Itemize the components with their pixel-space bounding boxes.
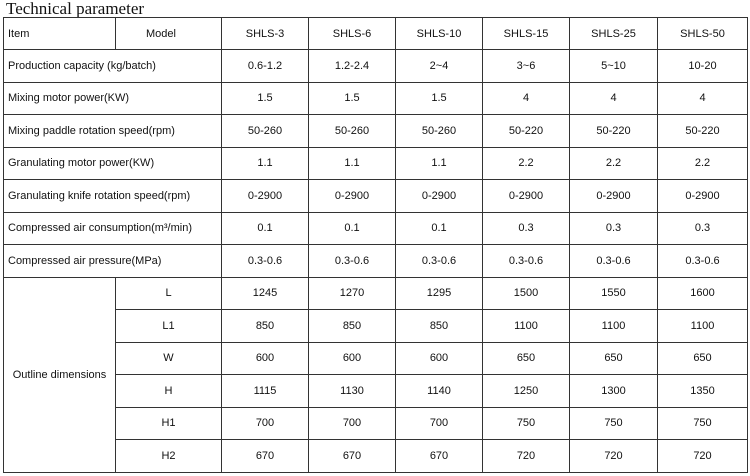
table-cell: 1115 [222, 375, 309, 408]
table-cell: 2.2 [658, 147, 748, 180]
table-row [4, 180, 748, 213]
table-cell: 700 [396, 407, 483, 440]
dimension-label: L [116, 277, 222, 310]
table-cell: 1550 [570, 277, 658, 310]
table-cell: 720 [483, 440, 570, 473]
table-cell: 850 [396, 310, 483, 343]
table-cell: 1295 [396, 277, 483, 310]
table-cell: 1.5 [222, 82, 309, 115]
dimension-row [4, 277, 748, 310]
table-cell: 0.3-0.6 [483, 245, 570, 278]
table-cell: 0.1 [309, 212, 396, 245]
technical-parameter-table [3, 17, 748, 473]
table-cell: 670 [222, 440, 309, 473]
dimension-label: W [116, 342, 222, 375]
table-cell: 0-2900 [570, 180, 658, 213]
table-cell: 3~6 [483, 50, 570, 83]
table-cell: 0-2900 [483, 180, 570, 213]
table-cell: 10-20 [658, 50, 748, 83]
dimension-row [4, 440, 748, 473]
parameter-label: Granulating knife rotation speed(rpm) [4, 180, 222, 213]
table-cell: 1.1 [396, 147, 483, 180]
table-cell: 1600 [658, 277, 748, 310]
table-cell: 0-2900 [396, 180, 483, 213]
table-cell: 1.1 [222, 147, 309, 180]
table-cell: 0.1 [396, 212, 483, 245]
table-cell: 0.3 [483, 212, 570, 245]
model-column-header: SHLS-15 [483, 18, 570, 50]
table-cell: 850 [309, 310, 396, 343]
table-cell: 1270 [309, 277, 396, 310]
table-cell: 50-260 [222, 115, 309, 148]
table-cell: 700 [222, 407, 309, 440]
table-cell: 850 [222, 310, 309, 343]
parameter-label: Mixing motor power(KW) [4, 82, 222, 115]
table-cell: 600 [309, 342, 396, 375]
table-cell: 0.3-0.6 [658, 245, 748, 278]
dimension-label: H2 [116, 440, 222, 473]
table-cell: 1.2-2.4 [309, 50, 396, 83]
table-cell: 50-260 [309, 115, 396, 148]
table-row [4, 82, 748, 115]
outline-dimensions-label: Outline dimensions [4, 277, 116, 472]
table-row [4, 245, 748, 278]
table-cell: 0-2900 [658, 180, 748, 213]
parameter-label: Granulating motor power(KW) [4, 147, 222, 180]
table-cell: 1.1 [309, 147, 396, 180]
table-cell: 670 [309, 440, 396, 473]
table-cell: 0-2900 [309, 180, 396, 213]
dimension-label: H1 [116, 407, 222, 440]
dimension-row [4, 407, 748, 440]
model-column-header: SHLS-3 [222, 18, 309, 50]
table-cell: 4 [483, 82, 570, 115]
table-cell: 1.5 [396, 82, 483, 115]
table-cell: 0.3-0.6 [222, 245, 309, 278]
table-cell: 5~10 [570, 50, 658, 83]
parameter-label: Compressed air pressure(MPa) [4, 245, 222, 278]
table-cell: 1100 [658, 310, 748, 343]
table-cell: 1350 [658, 375, 748, 408]
table-cell: 750 [570, 407, 658, 440]
table-cell: 4 [658, 82, 748, 115]
table-cell: 50-220 [483, 115, 570, 148]
table-cell: 1300 [570, 375, 658, 408]
table-cell: 1100 [570, 310, 658, 343]
table-row [4, 50, 748, 83]
table-cell: 1.5 [309, 82, 396, 115]
table-cell: 4 [570, 82, 658, 115]
dimension-row [4, 342, 748, 375]
table-cell: 0.3 [658, 212, 748, 245]
table-cell: 650 [658, 342, 748, 375]
table-cell: 2.2 [570, 147, 658, 180]
table-cell: 50-220 [570, 115, 658, 148]
dimension-label: L1 [116, 310, 222, 343]
parameter-label: Production capacity (kg/batch) [4, 50, 222, 83]
dimension-row [4, 310, 748, 343]
table-cell: 0.6-1.2 [222, 50, 309, 83]
table-cell: 0.3 [570, 212, 658, 245]
table-cell: 650 [483, 342, 570, 375]
item-header: Item [4, 18, 116, 50]
dimension-row [4, 375, 748, 408]
table-cell: 2.2 [483, 147, 570, 180]
table-cell: 750 [483, 407, 570, 440]
model-column-header: SHLS-6 [309, 18, 396, 50]
table-cell: 50-220 [658, 115, 748, 148]
table-cell: 1250 [483, 375, 570, 408]
model-column-header: SHLS-50 [658, 18, 748, 50]
table-cell: 1130 [309, 375, 396, 408]
parameter-label: Compressed air consumption(m³/min) [4, 212, 222, 245]
table-cell: 600 [396, 342, 483, 375]
table-cell: 0.3-0.6 [309, 245, 396, 278]
table-cell: 1245 [222, 277, 309, 310]
table-cell: 1500 [483, 277, 570, 310]
table-cell: 720 [658, 440, 748, 473]
header-row [4, 18, 748, 50]
table-cell: 50-260 [396, 115, 483, 148]
parameter-label: Mixing paddle rotation speed(rpm) [4, 115, 222, 148]
table-cell: 0.3-0.6 [396, 245, 483, 278]
table-cell: 650 [570, 342, 658, 375]
table-cell: 0.1 [222, 212, 309, 245]
table-row [4, 115, 748, 148]
table-cell: 2~4 [396, 50, 483, 83]
table-cell: 720 [570, 440, 658, 473]
table-cell: 1100 [483, 310, 570, 343]
table-cell: 1140 [396, 375, 483, 408]
table-cell: 0-2900 [222, 180, 309, 213]
table-row [4, 212, 748, 245]
table-row [4, 147, 748, 180]
table-cell: 0.3-0.6 [570, 245, 658, 278]
model-header: Model [116, 18, 222, 50]
page-title: Technical parameter [6, 0, 145, 18]
model-column-header: SHLS-10 [396, 18, 483, 50]
table-cell: 600 [222, 342, 309, 375]
dimension-label: H [116, 375, 222, 408]
model-column-header: SHLS-25 [570, 18, 658, 50]
table-cell: 670 [396, 440, 483, 473]
table-cell: 700 [309, 407, 396, 440]
table-cell: 750 [658, 407, 748, 440]
